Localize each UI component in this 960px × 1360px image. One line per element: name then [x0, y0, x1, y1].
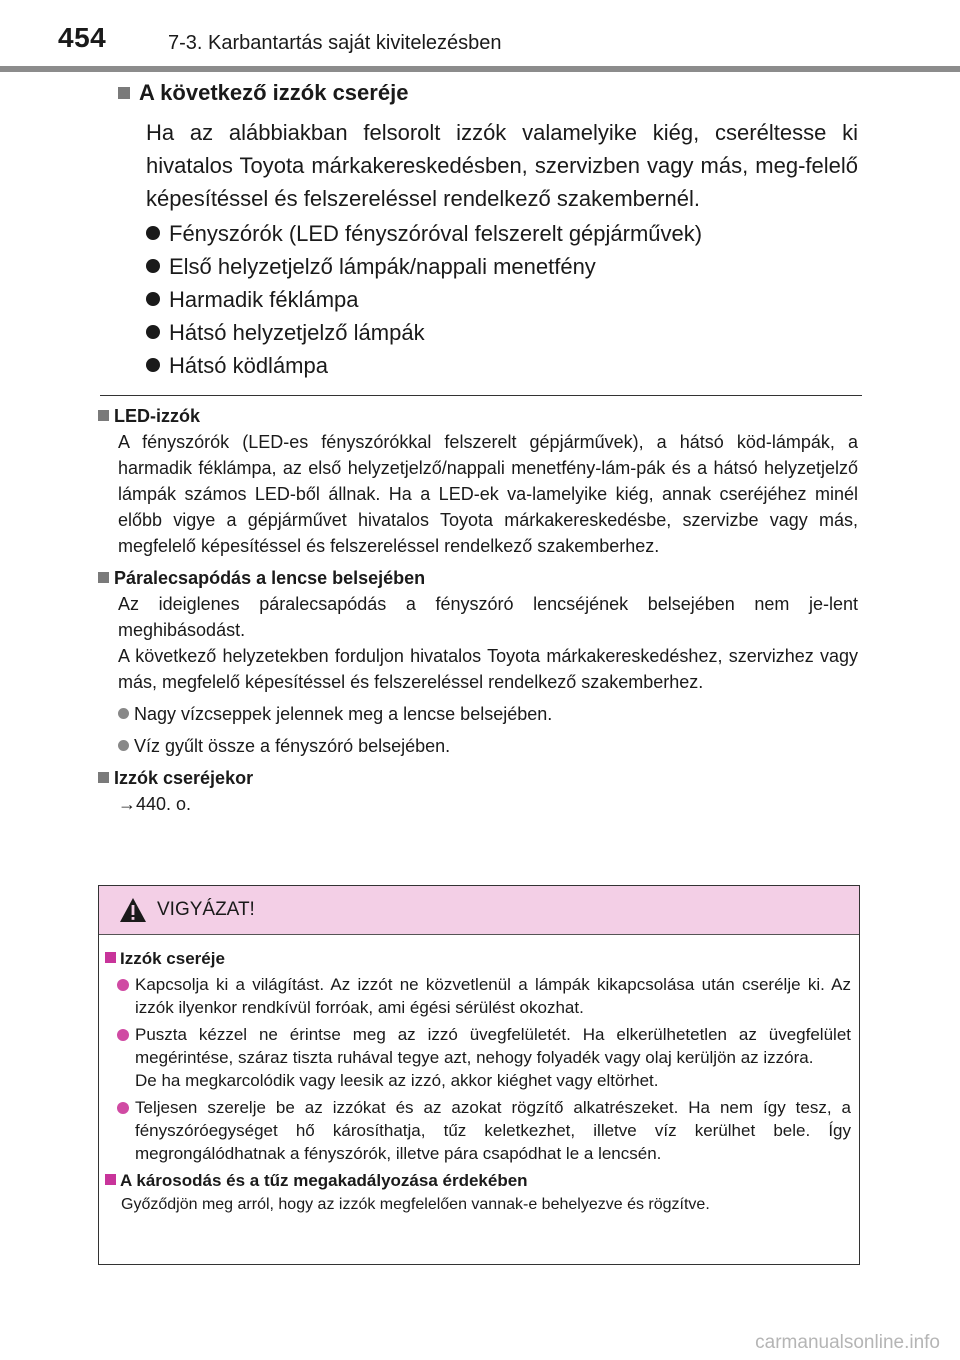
bulb-list [146, 217, 858, 382]
list-item-text: Hátsó ködlámpa [169, 353, 328, 378]
bullet-dot-icon [146, 325, 160, 339]
list-item [118, 733, 858, 759]
note-title-replacing [98, 765, 858, 791]
list-item-text: Hátsó helyzetjelző lámpák [169, 320, 425, 345]
caution-header [99, 886, 859, 935]
list-item [118, 701, 858, 727]
page-number: 454 [58, 22, 107, 53]
note-title-led [98, 403, 858, 429]
note-body-condensation-1: Az ideiglenes páralecsapódás a fényszóró lencséjének belsejében nem je-lent meghibásodást. [118, 594, 858, 640]
caution-section-title-text: A károsodás és a tűz megakadályozása érdekében [120, 1171, 528, 1190]
caution-section-title-text: Izzók cseréje [120, 949, 225, 968]
bullet-dot-icon [146, 226, 160, 240]
list-item [117, 1023, 851, 1092]
square-bullet-icon [98, 772, 109, 783]
bullet-dot-icon [146, 259, 160, 273]
note-body-condensation-2: A következő helyzetekben forduljon hivatalos Toyota márkakereskedéshez, szervizhez vagy más, megfelelő képesítéssel és felszereléssel rendelkező szakemberhez. [118, 646, 858, 692]
section-header: 7-3. Karbantartás saját kivitelezésben [168, 32, 502, 54]
list-item [117, 1096, 851, 1165]
square-bullet-icon [98, 410, 109, 421]
list-item-text: Víz gyűlt össze a fényszóró belsejében. [134, 736, 451, 756]
list-item-text: Teljesen szerelje be az izzókat és az azokat rögzítő alkatrészeket. Ha nem így tesz, a fényszóróegységet hő károsíthatja, tűz keletkezhet, illetve víz kerülhet bele. Így megrongálódhatnak a fényszórók, illetve pára csapódhat le a lencsén. [135, 1098, 851, 1163]
caution-section-title-fire [105, 1169, 851, 1193]
note-title-text: Páralecsapódás a lencse belsejében [114, 568, 426, 588]
watermark: carmanualsonline.info [755, 1332, 940, 1353]
list-item-text [135, 1023, 851, 1092]
list-item-text-main: Puszta kézzel ne érintse meg az izzó üvegfelületét. Ha elkerülhetetlen az üvegfelület megérintése, száraz tiszta ruhával tegye azt, nehogy folyadék vagy olaj kerüljön az izzóra. [135, 1025, 851, 1067]
bullet-dot-icon [117, 1102, 129, 1114]
warning-triangle-icon [119, 897, 147, 923]
square-bullet-icon [105, 1174, 116, 1185]
caution-box [98, 885, 860, 1265]
main-title [118, 80, 858, 106]
list-item-text-extra: De ha megkarcolódik vagy leesik az izzó, akkor kiéghet vagy eltörhet. [135, 1071, 659, 1090]
list-item-text: Kapcsolja ki a világítást. Az izzót ne közvetlenül a lámpák kikapcsolása után cserélje ki. Az izzók ilyenkor rendkívül forróak, ami égési sérülést okozhat. [135, 975, 851, 1017]
note-title-condensation [98, 565, 858, 591]
bullet-dot-icon [118, 740, 129, 751]
page-reference-link[interactable]: →440. o. [118, 794, 192, 814]
square-bullet-icon [98, 572, 109, 583]
condensation-list [118, 701, 858, 759]
list-item-text: Nagy vízcseppek jelennek meg a lencse belsejében. [134, 704, 553, 724]
caution-list [117, 973, 851, 1165]
list-item [146, 316, 858, 349]
note-title-text: Izzók cseréjekor [114, 768, 254, 788]
square-bullet-icon [118, 87, 130, 99]
main-section [118, 80, 858, 382]
bullet-dot-icon [146, 292, 160, 306]
list-item-text: Első helyzetjelző lámpák/nappali menetfény [169, 254, 596, 279]
main-body: Ha az alábbiakban felsorolt izzók valamelyike kiég, cseréltesse ki hivatalos Toyota márkakereskedésben, szervizben vagy más, meg-felelő képesítéssel és felszereléssel rendelkező szakembernél. [146, 120, 858, 211]
list-item [146, 250, 858, 283]
bullet-dot-icon [117, 1029, 129, 1041]
list-item [146, 349, 858, 382]
square-bullet-icon [105, 952, 116, 963]
main-title-text: A következő izzók cseréje [139, 80, 409, 105]
caution-section-title-bulbs [105, 947, 851, 971]
header-rule [0, 66, 960, 72]
list-item [146, 283, 858, 316]
bullet-dot-icon [146, 358, 160, 372]
list-item-text: Harmadik féklámpa [169, 287, 359, 312]
bullet-dot-icon [118, 708, 129, 719]
section-divider [100, 395, 862, 396]
list-item [117, 973, 851, 1019]
bullet-dot-icon [117, 979, 129, 991]
list-item-text: Fényszórók (LED fényszóróval felszerelt gépjárművek) [169, 221, 703, 246]
note-body-led: A fényszórók (LED-es fényszórókkal felszerelt gépjárművek), a hátsó köd-lámpák, a harmadik féklámpa, az első helyzetjelző/nappali menetfény-lám-pák és a hátsó helyzetjelző lámpák számos LED-ből állnak. Ha a LED-ek va-lamelyike kiég, annak cseréjéhez minél előbb vigye a gépjárművet hivatalos Toyota márkakereskedésbe, szervizbe vagy más, megfelelő képesítéssel és felszereléssel rendelkező szakemberhez. [118, 432, 858, 556]
caution-section-body: Győződjön meg arról, hogy az izzók megfelelően vannak-e behelyezve és rögzítve. [121, 1196, 710, 1213]
notes-section [98, 403, 858, 823]
note-title-text: LED-izzók [114, 406, 201, 426]
caution-title: VIGYÁZAT! [157, 899, 255, 920]
list-item [146, 217, 858, 250]
caution-content [99, 935, 859, 1216]
